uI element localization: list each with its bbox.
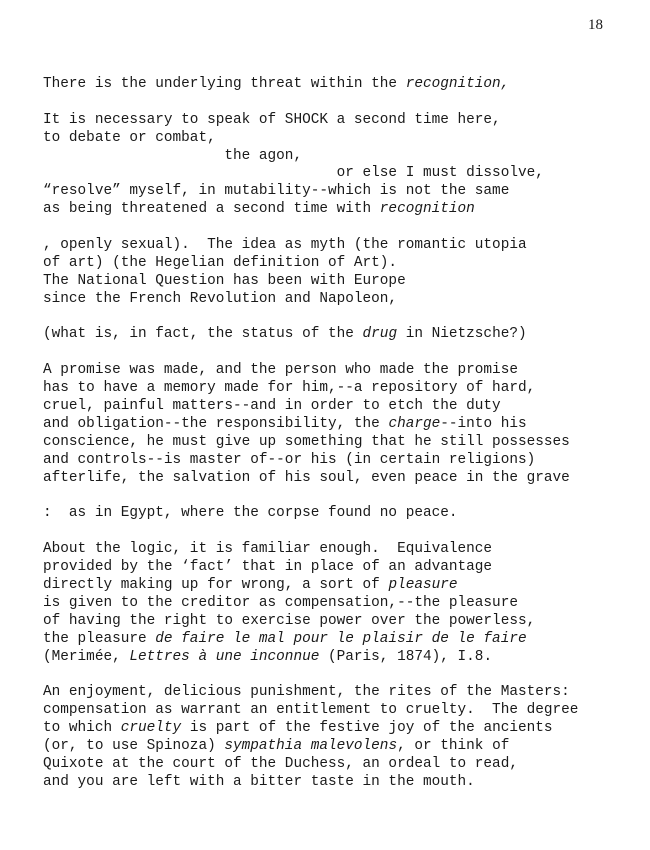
text-line (43, 452, 643, 470)
text-segment: There is the underlying threat within the (43, 76, 406, 92)
text-segment: About the logic, it is familiar enough. Equivalence (43, 541, 493, 558)
text-segment: “resolve” myself, in mutability--which is not the same (43, 183, 510, 200)
text-segment: (what is, in fact, the status of the (43, 326, 363, 343)
text-line (43, 273, 643, 291)
text-segment: and controls--is master of--or his (in certain religions) (43, 451, 536, 468)
text-segment: , or think of (397, 737, 510, 754)
text-segment: afterlife, the salvation of his soul, even peace in the grave (43, 469, 570, 486)
text-segment: provided by the ‘fact’ that in place of an advantage (43, 559, 493, 576)
page-number: 18 (588, 17, 603, 33)
text-segment: cruel, painful matters--and in order to etch the duty (43, 398, 501, 415)
text-line (43, 577, 643, 595)
text-line (43, 255, 643, 273)
text-segment: of having the right to exercise power over the powerless, (43, 612, 536, 629)
italic-text: Lettres à une inconnue (129, 648, 320, 665)
text-segment: is part of the festive joy of the ancients (181, 720, 553, 737)
text-segment: or else I must dissolve, (43, 165, 544, 182)
paragraph-gap (43, 487, 643, 505)
text-line (43, 398, 643, 416)
text-segment: An enjoyment, delicious punishment, the rites of the Masters: (43, 684, 570, 701)
paragraph (43, 237, 643, 309)
body-text (43, 76, 643, 792)
italic-text: recognition, (405, 76, 510, 92)
text-segment: to which (43, 720, 121, 737)
text-segment: : as in Egypt, where the corpse found no peace. (43, 505, 458, 522)
text-line (43, 201, 643, 219)
text-line (43, 613, 643, 631)
text-line (43, 416, 643, 434)
text-segment: has to have a memory made for him,--a repository of hard, (43, 380, 536, 397)
paragraph (43, 76, 643, 94)
text-line (43, 380, 643, 398)
text-segment: is given to the creditor as compensation,--the pleasure (43, 594, 518, 611)
text-segment: compensation as warrant an entitlement to cruelty. The degree (43, 702, 579, 719)
paragraph-gap (43, 94, 643, 112)
text-line (43, 362, 643, 380)
italic-text: pleasure (388, 576, 458, 593)
text-segment: as being threatened a second time with (43, 201, 380, 218)
italic-text: sympathia malevolens (224, 737, 398, 754)
text-line (43, 631, 643, 649)
text-segment: (Merimée, (43, 648, 130, 665)
text-line (43, 649, 643, 667)
paragraph-gap (43, 666, 643, 684)
paragraph (43, 684, 643, 791)
text-line (43, 130, 643, 148)
paragraph (43, 541, 643, 666)
paragraph-gap (43, 309, 643, 327)
text-line (43, 505, 643, 523)
text-segment: (or, to use Spinoza) (43, 737, 225, 754)
paragraph (43, 326, 643, 344)
italic-text: drug (362, 326, 398, 343)
text-segment: of art) (the Hegelian definition of Art). (43, 254, 398, 271)
text-segment: and obligation--the responsibility, the (43, 415, 389, 432)
text-segment: and you are left with a bitter taste in the mouth. (43, 773, 475, 790)
text-line (43, 237, 643, 255)
italic-text: recognition (379, 201, 475, 218)
text-line (43, 148, 643, 166)
text-line (43, 720, 643, 738)
italic-text: cruelty (120, 720, 182, 737)
italic-text: charge (388, 415, 441, 432)
text-segment: to debate or combat, (43, 129, 216, 146)
text-line (43, 774, 643, 792)
paragraph-gap (43, 219, 643, 237)
text-segment: the agon, (43, 147, 303, 164)
paragraph (43, 112, 643, 219)
text-segment: , openly sexual). The idea as myth (the romantic utopia (43, 237, 527, 254)
text-segment: It is necessary to speak of SHOCK a second time here, (43, 111, 501, 128)
text-line (43, 756, 643, 774)
text-line (43, 702, 643, 720)
paragraph (43, 362, 643, 487)
text-segment: conscience, he must give up something that he still possesses (43, 433, 570, 450)
paragraph-gap (43, 523, 643, 541)
text-line (43, 326, 643, 344)
text-line (43, 434, 643, 452)
paragraph (43, 505, 643, 523)
text-line (43, 559, 643, 577)
text-line (43, 738, 643, 756)
text-line (43, 112, 643, 130)
text-line (43, 541, 643, 559)
text-segment: Quixote at the court of the Duchess, an ordeal to read, (43, 755, 518, 772)
text-segment: A promise was made, and the person who made the promise (43, 362, 518, 379)
text-segment: in Nietzsche?) (397, 326, 527, 343)
text-line (43, 470, 643, 488)
text-segment: directly making up for wrong, a sort of (43, 576, 389, 593)
text-segment: (Paris, 1874), I.8. (319, 648, 493, 665)
text-line (43, 595, 643, 613)
paragraph-gap (43, 344, 643, 362)
text-line (43, 76, 643, 94)
text-segment: the pleasure (43, 630, 156, 647)
text-line (43, 291, 643, 309)
text-segment: The National Question has been with Europe (43, 272, 406, 289)
text-segment: --into his (440, 415, 527, 432)
text-line (43, 684, 643, 702)
text-segment: since the French Revolution and Napoleon, (43, 290, 398, 307)
text-line (43, 183, 643, 201)
text-line (43, 165, 643, 183)
italic-text: de faire le mal pour le plaisir de le faire (155, 630, 527, 647)
